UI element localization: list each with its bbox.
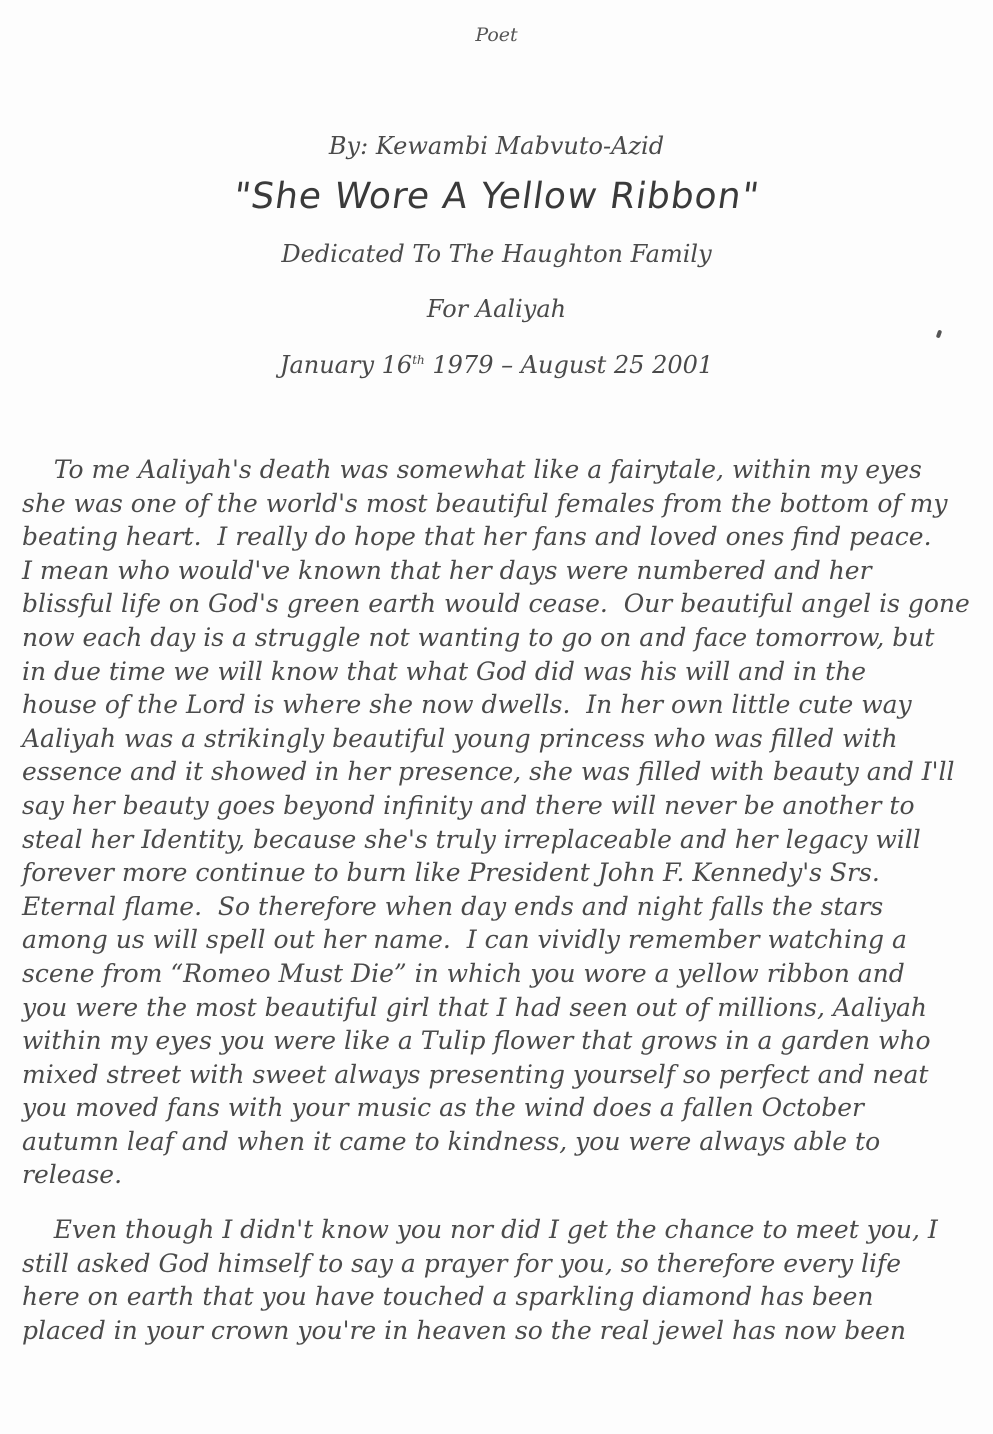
text-line: now each day is a struggle not wanting to go on and face tomorrow, but bbox=[22, 622, 935, 652]
author-line: By: Kewambi Mabvuto-Azid bbox=[328, 132, 665, 160]
text-line: To me Aaliyah's death was somewhat like a fairytale, within my eyes bbox=[22, 455, 922, 484]
text-line: mixed street with sweet always presenting yourself so perfect and neat bbox=[22, 1059, 929, 1089]
text-line: essence and it showed in her presence, she was filled with beauty and I'll bbox=[22, 757, 955, 787]
text-line: beating heart. I really do hope that her fans and loved ones find peace. bbox=[22, 522, 932, 552]
text-line: Eternal flame. So therefore when day ends and night falls the stars bbox=[22, 891, 884, 921]
text-line: forever more continue to burn like President John F. Kennedy's Srs. bbox=[22, 858, 880, 888]
dates-suffix: th bbox=[412, 353, 425, 367]
text-line: steal her Identity, because she's truly irreplaceable and her legacy will bbox=[22, 824, 921, 854]
text-line: still asked God himself to say a prayer for you, so therefore every life bbox=[22, 1248, 902, 1278]
text-line: release. bbox=[22, 1160, 123, 1190]
text-line: house of the Lord is where she now dwells. In her own little cute way bbox=[22, 690, 912, 720]
for-line: For Aaliyah bbox=[426, 295, 567, 323]
text-line: autumn leaf and when it came to kindness, you were always able to bbox=[22, 1126, 881, 1156]
handwritten-title: "She Wore A Yellow Ribbon" bbox=[230, 176, 763, 217]
text-line: I mean who would've known that her days were numbered and her bbox=[22, 555, 872, 585]
paragraph-1 bbox=[22, 453, 972, 1192]
text-line: scene from “Romeo Must Die” in which you wore a yellow ribbon and bbox=[22, 958, 905, 988]
paragraph-2 bbox=[22, 1213, 972, 1347]
text-line: you moved fans with your music as the wind does a fallen October bbox=[22, 1093, 864, 1123]
dates-line bbox=[0, 351, 993, 379]
text-line: Aaliyah was a strikingly beautiful young princess who was filled with bbox=[22, 723, 898, 753]
page-header: Poet bbox=[475, 24, 518, 46]
text-line: among us will spell out her name. I can vividly remember watching a bbox=[22, 925, 907, 955]
ink-speck bbox=[936, 330, 942, 339]
dates-start: January 16 bbox=[279, 351, 413, 379]
text-line: say her beauty goes beyond infinity and there will never be another to bbox=[22, 790, 915, 820]
text-line: Even though I didn't know you nor did I get the chance to meet you, I bbox=[22, 1215, 938, 1245]
text-line: in due time we will know that what God did was his will and in the bbox=[22, 656, 867, 686]
text-line: here on earth that you have touched a sparkling diamond has been bbox=[22, 1282, 874, 1312]
text-line: blissful life on God's green earth would cease. Our beautiful angel is gone bbox=[22, 589, 970, 619]
text-line: you were the most beautiful girl that I had seen out of millions, Aaliyah bbox=[22, 992, 927, 1022]
text-line: within my eyes you were like a Tulip flower that grows in a garden who bbox=[22, 1026, 931, 1056]
text-line: placed in your crown you're in heaven so the real jewel has now been bbox=[22, 1315, 906, 1345]
dates-rest: 1979 – August 25 2001 bbox=[424, 351, 714, 379]
text-line: she was one of the world's most beautiful females from the bottom of my bbox=[22, 488, 948, 518]
dedication-line: Dedicated To The Haughton Family bbox=[281, 240, 712, 268]
body-text bbox=[22, 453, 972, 1347]
